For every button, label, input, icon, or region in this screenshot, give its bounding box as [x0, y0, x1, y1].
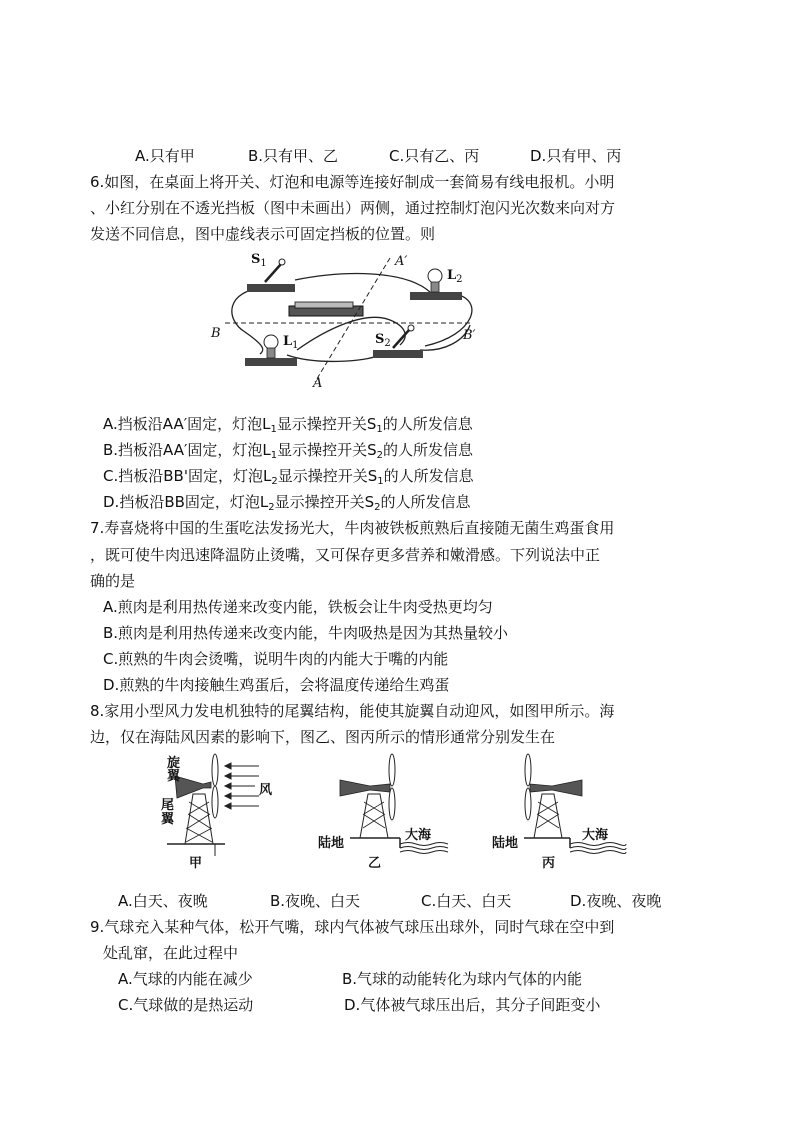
label-yi-tail: 翼 — [161, 812, 175, 827]
q7-stem-line-2: ，既可使牛肉迅速降温防止烫嘴，又可保存更多营养和嫩滑感。下列说法中正 — [90, 546, 601, 564]
q6-option-b: B.挡板沿AA′固定，灯泡$L_1$显示操控开关$S_2$的人所发信息 — [103, 441, 474, 461]
label-feng: 风 — [259, 783, 273, 798]
wind-turbine-figure-yi — [310, 752, 460, 870]
q7-stem-line-3: 确的是 — [90, 572, 136, 590]
q7-option-b: B.煎肉是利用热传递来改变内能，牛肉吸热是因为其热量较小 — [103, 624, 509, 642]
label-s2: $S_2$ — [375, 332, 391, 349]
label-ludi-yi: 陆地 — [318, 836, 345, 851]
q5-option-c: C.只有乙、丙 — [389, 147, 480, 165]
turbine-bing-drawing — [490, 752, 640, 870]
telegraph-circuit-figure — [205, 250, 505, 395]
q6-option-d: D.挡板沿BB固定，灯泡$L_2$显示操控开关$S_2$的人所发信息 — [103, 493, 471, 513]
label-s1: $S_1$ — [251, 252, 267, 269]
label-yi-rotor: 翼 — [167, 769, 181, 784]
q8-option-a: A.白天、夜晚 — [118, 892, 208, 910]
label-wei: 尾 — [161, 798, 175, 813]
wind-turbine-figure-bing — [490, 752, 640, 870]
q5-option-b: B.只有甲、乙 — [248, 147, 339, 165]
q5-option-a: A.只有甲 — [135, 147, 195, 165]
label-l2: $L_2$ — [447, 268, 463, 285]
label-xuan: 旋 — [167, 756, 181, 771]
label-dahai-yi: 大海 — [405, 828, 432, 843]
q6-stem-line-3: 发送不同信息，图中虚线表示可固定挡板的位置。则 — [90, 225, 436, 243]
q6-stem-line-1: 6.如图，在桌面上将开关、灯泡和电源等连接好制成一套简易有线电报机。小明 — [90, 173, 615, 191]
q6-option-c: C.挡板沿BB'固定，灯泡$L_2$显示操控开关$S_1$的人所发信息 — [103, 467, 474, 487]
label-jia: 甲 — [189, 856, 203, 871]
label-a: A — [313, 376, 323, 391]
q9-option-a: A.气球的内能在减少 — [118, 970, 253, 988]
label-b-prime: B′ — [463, 328, 476, 343]
q5-option-d: D.只有甲、丙 — [530, 147, 622, 165]
q8-option-c: C.白天、白天 — [421, 892, 512, 910]
label-ludi-bing: 陆地 — [492, 836, 519, 851]
q7-option-c: C.煎熟的牛肉会烫嘴，说明牛肉的内能大于嘴的内能 — [103, 650, 449, 668]
q9-option-d: D.气体被气球压出后，其分子间距变小 — [344, 996, 601, 1014]
q9-stem-line-2: 处乱窜，在此过程中 — [103, 944, 239, 962]
q9-stem-line-1: 9.气球充入某种气体，松开气嘴，球内气体被气球压出球外，同时气球在空中到 — [90, 918, 615, 936]
q8-stem-line-2: 边，仅在海陆风因素的影响下，图乙、图丙所示的情形通常分别发生在 — [90, 728, 556, 746]
label-l1: $L_1$ — [283, 334, 299, 351]
label-b: B — [211, 326, 221, 341]
label-yi: 乙 — [368, 856, 382, 871]
turbine-yi-drawing — [310, 752, 460, 870]
label-a-prime: A′ — [395, 254, 408, 269]
label-bing: 丙 — [542, 856, 556, 871]
q6-stem-line-2: 、小红分别在不透光挡板（图中未画出）两侧，通过控制灯泡闪光次数来向对方 — [90, 199, 616, 217]
q8-stem-line-1: 8.家用小型风力发电机独特的尾翼结构，能使其旋翼自动迎风，如图甲所示。海 — [90, 702, 615, 720]
label-dahai-bing: 大海 — [582, 828, 609, 843]
q8-option-b: B.夜晚、白天 — [270, 892, 361, 910]
q7-option-a: A.煎肉是利用热传递来改变内能，铁板会让牛肉受热更均匀 — [103, 598, 493, 616]
q9-option-c: C.气球做的是热运动 — [118, 996, 254, 1014]
q9-option-b: B.气球的动能转化为球内气体的内能 — [342, 970, 583, 988]
q6-option-a: A.挡板沿AA′固定，灯泡$L_1$显示操控开关$S_1$的人所发信息 — [103, 415, 473, 435]
q7-stem-line-1: 7.寿喜烧将中国的生蛋吃法发扬光大，牛肉被铁板煎熟后直接随无菌生鸡蛋食用 — [90, 519, 615, 537]
wind-turbine-figure-jia — [155, 752, 285, 870]
q8-option-d: D.夜晚、夜晚 — [570, 892, 662, 910]
q7-option-d: D.煎熟的牛肉接触生鸡蛋后，会将温度传递给生鸡蛋 — [103, 676, 450, 694]
